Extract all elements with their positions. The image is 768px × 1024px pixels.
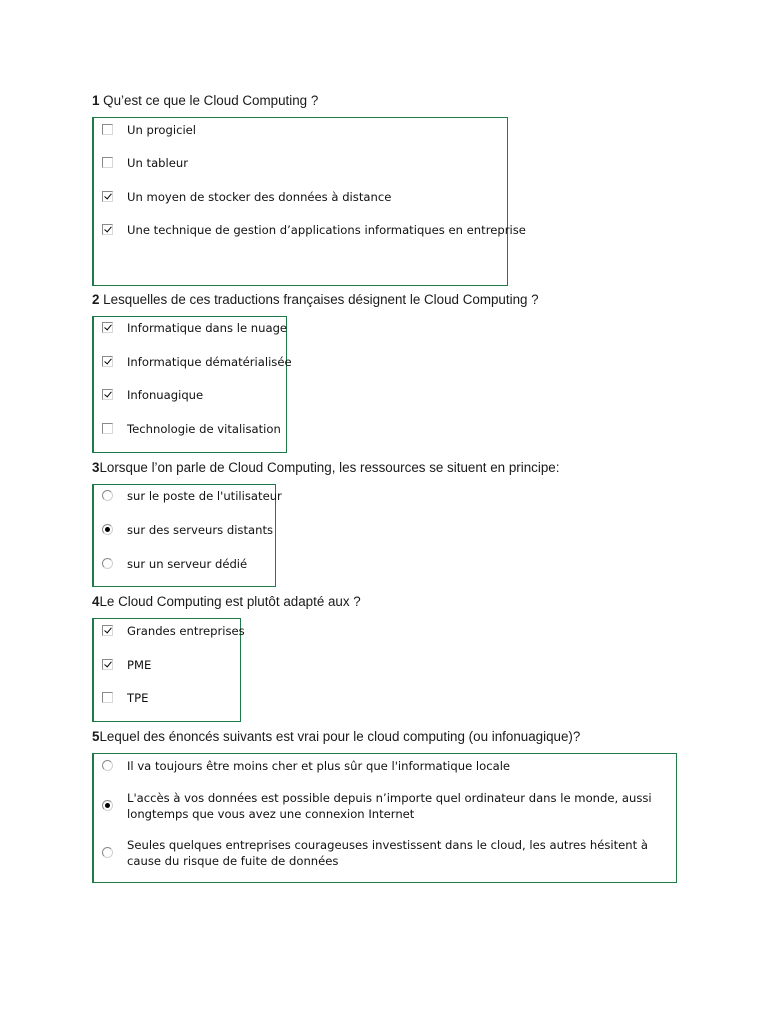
question-text: Lesquelles de ces traductions françaises désignent le Cloud Computing ? [99,292,539,307]
radio-button-selected[interactable] [102,524,113,535]
question-4-options-box [92,618,245,722]
option-label: Informatique dans le nuage [127,321,288,335]
option-label: Informatique dématérialisée [127,355,292,369]
question-1-title [92,93,318,109]
option-label: Grandes entreprises [127,624,245,638]
option-label: sur des serveurs distants [127,523,274,537]
question-2-options-box [92,316,292,453]
checkbox-checked[interactable] [102,659,113,670]
question-text: Lorsque l’on parle de Cloud Computing, les ressources se situent en principe: [99,460,560,475]
checkbox[interactable] [102,423,113,434]
option-label: Technologie de vitalisation [127,422,281,436]
checkbox[interactable] [102,692,113,703]
checkbox-checked[interactable] [102,224,113,235]
question-5-options-box [92,753,677,883]
option-label: Un progiciel [127,123,197,137]
option-label: Il va toujours être moins cher et plus sûr que l'informatique locale [127,759,511,773]
radio-button[interactable] [102,760,113,771]
question-5-title [92,729,580,745]
radio-button[interactable] [102,847,113,858]
question-number: 2 [92,292,100,307]
question-number: 3 [92,460,100,475]
question-2-title [92,292,539,308]
option-label: Infonuagique [127,388,204,402]
checkbox-checked[interactable] [102,625,113,636]
option-item[interactable] [100,790,674,822]
question-number: 1 [92,93,100,108]
option-label: sur un serveur dédié [127,557,248,571]
checkbox-checked[interactable] [102,356,113,367]
question-4-title [92,594,361,610]
question-number: 5 [92,729,100,744]
checkbox[interactable] [102,124,113,135]
option-label: Un tableur [127,156,188,170]
option-label: Une technique de gestion d’applications informatiques en entreprise [127,223,526,237]
question-3-options-box [92,484,282,587]
option-label: Un moyen de stocker des données à distance [127,190,392,204]
question-3-title [92,460,559,476]
question-text: Lequel des énoncés suivants est vrai pour le cloud computing (ou infonuagique)? [99,729,581,744]
checkbox-checked[interactable] [102,389,113,400]
question-1-options-box [92,117,526,286]
checkbox-checked[interactable] [102,322,113,333]
radio-button[interactable] [102,558,113,569]
option-item[interactable] [100,837,674,869]
radio-button-selected[interactable] [102,800,113,811]
option-label: Seules quelques entreprises courageuses investissent dans le cloud, les autres hésitent à cause du risque de fuite de données [127,838,648,868]
question-number: 4 [92,594,100,609]
question-text: Qu’est ce que le Cloud Computing ? [99,93,319,108]
checkbox[interactable] [102,157,113,168]
option-label: TPE [127,691,149,705]
checkbox-checked[interactable] [102,191,113,202]
option-label: L'accès à vos données est possible depuis n’importe quel ordinateur dans le monde, aussi longtemps que vous avez une connexion Internet [127,791,652,821]
option-label: sur le poste de l'utilisateur [127,489,282,503]
question-text: Le Cloud Computing est plutôt adapté aux ? [99,594,361,609]
radio-button[interactable] [102,490,113,501]
option-label: PME [127,658,152,672]
